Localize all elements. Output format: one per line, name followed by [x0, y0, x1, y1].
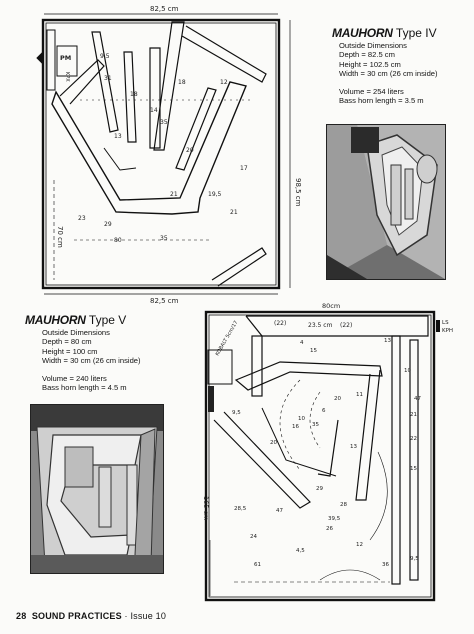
- dimension-label: 35: [312, 422, 319, 428]
- dimension-label: 20: [186, 147, 194, 154]
- magazine-name: SOUND PRACTICES: [31, 611, 122, 621]
- bottom-width-label: 82,5 cm: [150, 297, 179, 305]
- dimension-label: 18: [130, 91, 138, 98]
- dimension-label: 4,5: [296, 548, 305, 554]
- dimension-label: 18: [178, 79, 186, 86]
- dimension-label: 29: [104, 221, 112, 228]
- type-iv-spec-height: Height = 102.5 cm: [339, 59, 401, 69]
- v-mid-c-label: (22): [340, 322, 353, 329]
- type-iv-spec-depth: Depth = 82.5 cm: [339, 50, 395, 60]
- v-mid-b-label: 23.5 cm: [308, 322, 333, 329]
- dimension-label: 9,5: [232, 410, 241, 416]
- driver-label: KPX: [64, 72, 70, 82]
- type-iv-volume: Volume = 254 liters: [339, 86, 404, 96]
- type-v-brand: MAUHORN: [25, 313, 86, 327]
- v-mid-a-label: (22): [274, 320, 287, 327]
- type-iv-brand: MAUHORN: [332, 26, 393, 40]
- dimension-label: 13: [114, 133, 122, 140]
- v-height-label: 165 cm: [202, 496, 210, 521]
- dimension-label: 28: [340, 502, 347, 508]
- dimension-label: 47: [414, 396, 421, 402]
- dimension-label: 9,5: [410, 556, 419, 562]
- type-v-specs-heading: Outside Dimensions: [42, 328, 110, 337]
- dimension-label: 35: [160, 119, 168, 126]
- dimension-label: 13: [350, 444, 357, 450]
- dimension-label: 13: [384, 338, 391, 344]
- dimension-label: 39,5: [328, 516, 341, 522]
- dimension-label: 80: [114, 237, 122, 244]
- dimension-label: 21: [170, 191, 178, 198]
- page-footer: [16, 611, 166, 621]
- type-iv-horn-length: Bass horn length = 3.5 m: [339, 96, 424, 106]
- type-v-spec-block: [25, 313, 195, 392]
- dimension-label: 12: [220, 79, 228, 86]
- dimension-label: 31: [104, 75, 112, 82]
- type-v-spec-width: Width = 30 cm (26 cm inside): [42, 356, 141, 366]
- dimension-label: 15: [310, 348, 317, 354]
- dimension-label: 17: [240, 165, 248, 172]
- inner-height-label: 70 cm: [56, 226, 64, 248]
- dimension-label: 14: [150, 107, 158, 114]
- v-ls-label: LS: [442, 320, 449, 326]
- type-v-volume: Volume = 240 liters: [42, 373, 107, 383]
- type-v-spec-depth: Depth = 80 cm: [42, 337, 92, 347]
- dimension-label: 28,5: [234, 506, 247, 512]
- page-number: 28: [16, 611, 27, 621]
- dimension-label: 19,5: [208, 191, 222, 198]
- dimension-label: 10: [404, 368, 411, 374]
- type-v-title: [25, 313, 195, 327]
- dimension-label: 61: [254, 562, 261, 568]
- v-top-width-label: 80cm: [322, 302, 341, 310]
- type-v-spec-height: Height = 100 cm: [42, 346, 98, 356]
- dimension-label: 15: [410, 466, 417, 472]
- dimension-label: 10: [298, 416, 305, 422]
- dimension-label: 21: [230, 209, 238, 216]
- v-kph-label: KPH: [442, 328, 454, 334]
- dimension-label: 16: [292, 424, 299, 430]
- dimension-label: 29: [316, 486, 323, 492]
- dimension-label: 4: [300, 340, 304, 346]
- dimension-label: 36: [382, 562, 389, 568]
- type-v-horn-length: Bass horn length = 4.5 m: [42, 383, 127, 393]
- dimension-label: 26: [326, 526, 333, 532]
- pm-label: PM: [60, 54, 72, 62]
- dimension-label: 6: [322, 408, 326, 414]
- dimension-label: 9,5: [100, 53, 110, 60]
- dimension-label: 11: [356, 392, 363, 398]
- dimension-label: 12: [356, 542, 363, 548]
- v-kobalt-label: KOBALT 5cm/17: [214, 319, 240, 357]
- type-iv-spec-width: Width = 30 cm (26 cm inside): [339, 69, 438, 79]
- dimension-label: 20: [270, 440, 277, 446]
- type-v-photo: [30, 404, 164, 574]
- dimension-label: 20: [334, 396, 341, 402]
- dimension-label: 47: [276, 508, 283, 514]
- dimension-label: 22: [410, 436, 417, 442]
- dimension-label: 23: [78, 215, 86, 222]
- type-iv-model: Type IV: [395, 26, 437, 40]
- dimension-label: 21: [410, 412, 417, 418]
- height-label: 98,5 cm: [294, 178, 302, 207]
- top-width-label: 82,5 cm: [150, 5, 179, 13]
- issue-label: · Issue 10: [124, 611, 167, 621]
- type-v-model: Type V: [88, 313, 127, 327]
- dimension-label: 24: [250, 534, 257, 540]
- dimension-label: 35: [160, 235, 168, 242]
- type-iv-specs-heading: Outside Dimensions: [339, 41, 407, 50]
